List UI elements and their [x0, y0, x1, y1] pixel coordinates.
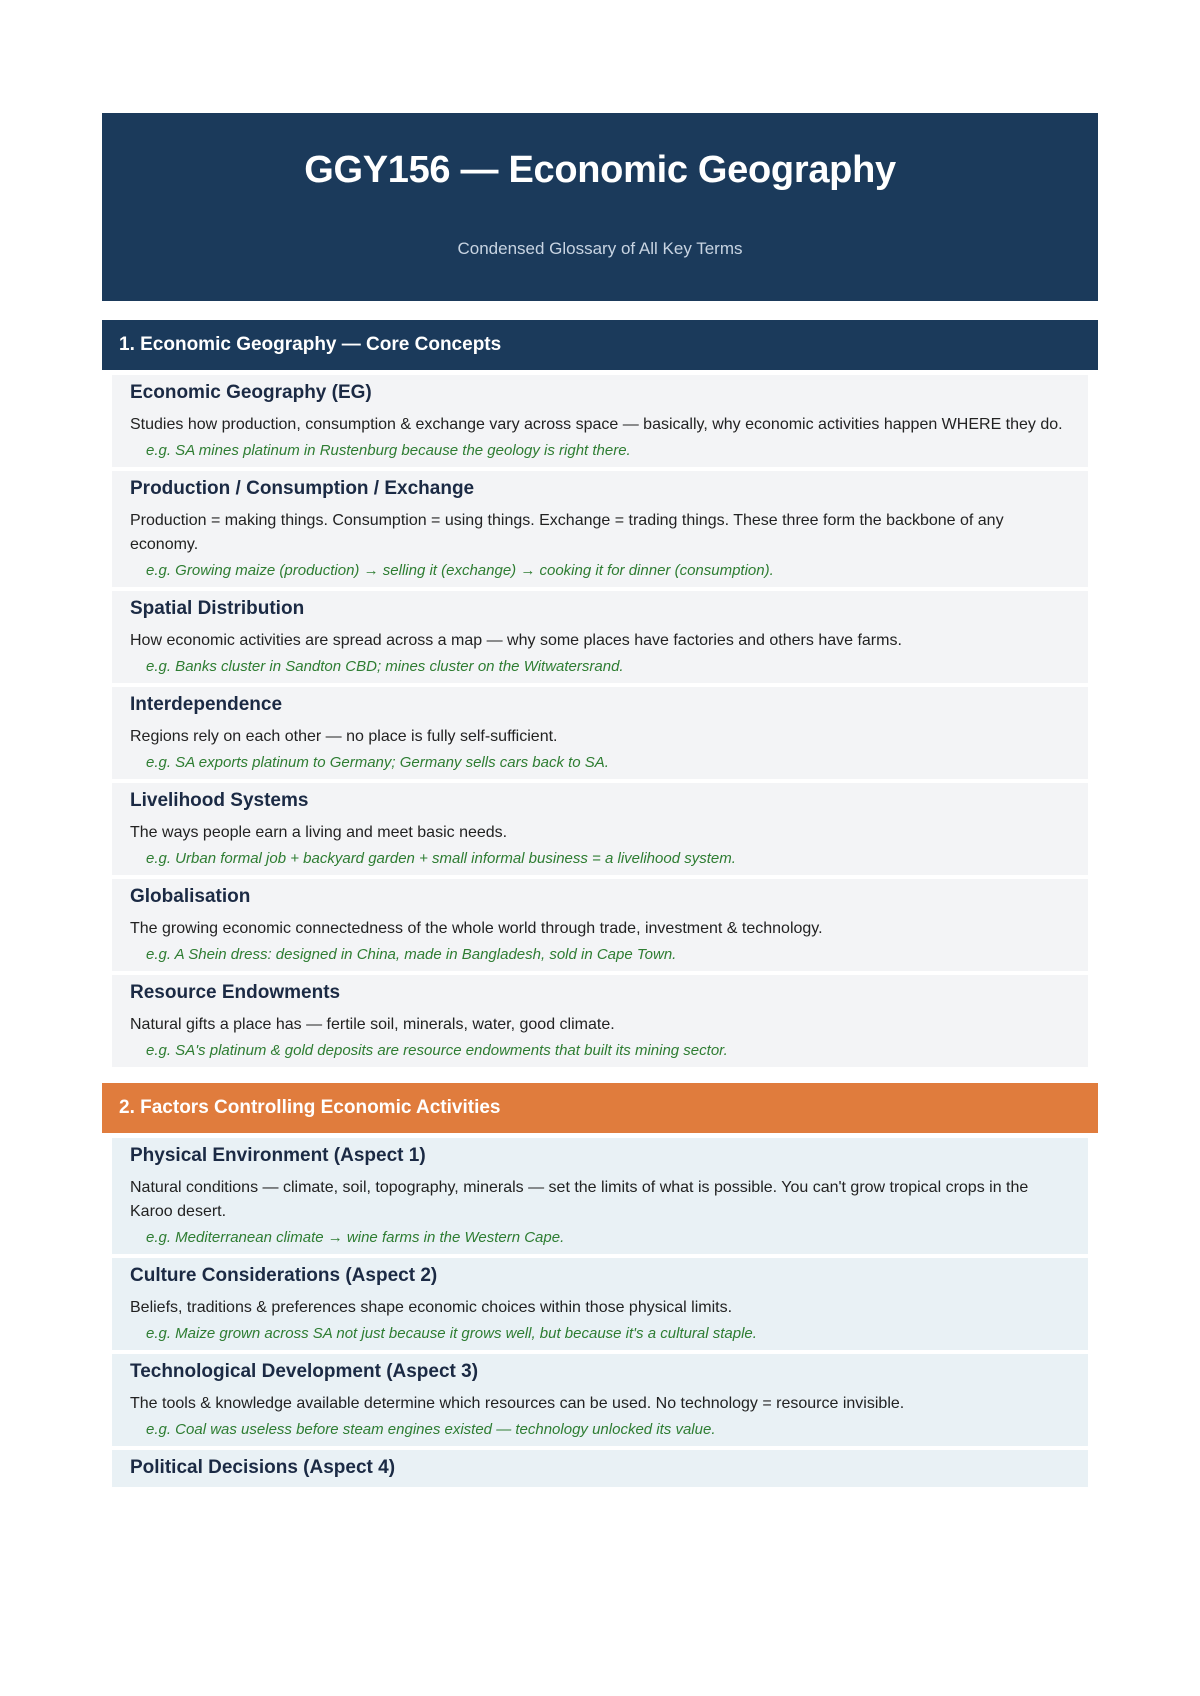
entry-term: Livelihood Systems	[130, 790, 309, 811]
document-title: GGY156 — Economic Geography	[304, 149, 896, 191]
entry-definition: The tools & knowledge available determine which resources can be used. No technology = resource invisible.	[130, 1395, 905, 1412]
entry-example: e.g. Growing maize (production) → selling it (exchange) → cooking it for dinner (consumption).	[146, 562, 774, 579]
entry-definition: How economic activities are spread across a map — why some places have factories and others have farms.	[130, 632, 902, 649]
section-factors	[102, 1083, 1098, 1487]
entry-definition: Studies how production, consumption & exchange vary across space — basically, why economic activities happen WHERE they do.	[130, 416, 1063, 433]
glossary-entry	[112, 375, 1088, 467]
glossary-entry	[112, 1354, 1088, 1446]
glossary-entry	[112, 879, 1088, 971]
entry-term: Culture Considerations (Aspect 2)	[130, 1265, 438, 1286]
glossary-entry	[112, 783, 1088, 875]
entry-definition: Production = making things. Consumption = using things. Exchange = trading things. These three form the backbone of any economy.	[130, 512, 1004, 553]
entry-term: Interdependence	[130, 694, 283, 715]
entry-term: Globalisation	[130, 886, 251, 907]
glossary-entry	[112, 1258, 1088, 1350]
entry-term: Political Decisions (Aspect 4)	[130, 1457, 396, 1478]
glossary-entry	[112, 471, 1088, 587]
glossary-page	[102, 113, 1098, 1491]
entry-definition: Natural conditions — climate, soil, topography, minerals — set the limits of what is possible. You can't grow tropical crops in the Karoo desert.	[130, 1179, 1029, 1220]
glossary-entry	[112, 1138, 1088, 1254]
document-header	[102, 113, 1098, 301]
entry-example: e.g. Coal was useless before steam engines existed — technology unlocked its value.	[146, 1421, 716, 1438]
entry-example: e.g. Banks cluster in Sandton CBD; mines cluster on the Witwatersrand.	[146, 658, 624, 675]
entry-definition: The growing economic connectedness of the whole world through trade, investment & technology.	[130, 920, 823, 937]
entry-term: Technological Development (Aspect 3)	[130, 1361, 479, 1382]
entry-term: Physical Environment (Aspect 1)	[130, 1145, 426, 1166]
entry-example: e.g. Maize grown across SA not just because it grows well, but because it's a cultural staple.	[146, 1325, 757, 1342]
glossary-entry	[112, 975, 1088, 1067]
section-core-concepts	[102, 320, 1098, 1067]
entry-term: Production / Consumption / Exchange	[130, 478, 475, 499]
entry-example: e.g. SA mines platinum in Rustenburg because the geology is right there.	[146, 442, 631, 459]
entry-definition: Regions rely on each other — no place is fully self-sufficient.	[130, 728, 558, 745]
entry-term: Resource Endowments	[130, 982, 341, 1003]
section-heading: 1. Economic Geography — Core Concepts	[102, 320, 1098, 370]
glossary-entry	[112, 1450, 1088, 1487]
entry-example: e.g. Urban formal job + backyard garden + small informal business = a livelihood system.	[146, 850, 736, 867]
entry-definition: Beliefs, traditions & preferences shape economic choices within those physical limits.	[130, 1299, 733, 1316]
entry-term: Economic Geography (EG)	[130, 382, 372, 403]
document-subtitle: Condensed Glossary of All Key Terms	[457, 239, 743, 258]
entry-example: e.g. SA's platinum & gold deposits are resource endowments that built its mining sector.	[146, 1042, 728, 1059]
entry-example: e.g. SA exports platinum to Germany; Germany sells cars back to SA.	[146, 754, 609, 771]
glossary-entry	[112, 687, 1088, 779]
entry-definition: The ways people earn a living and meet basic needs.	[130, 824, 508, 841]
glossary-entry	[112, 591, 1088, 683]
entry-term: Spatial Distribution	[130, 598, 305, 619]
entry-example: e.g. Mediterranean climate → wine farms in the Western Cape.	[146, 1229, 565, 1246]
entry-example: e.g. A Shein dress: designed in China, made in Bangladesh, sold in Cape Town.	[146, 946, 677, 963]
section-heading: 2. Factors Controlling Economic Activities	[102, 1083, 1098, 1133]
entry-definition: Natural gifts a place has — fertile soil, minerals, water, good climate.	[130, 1016, 615, 1033]
